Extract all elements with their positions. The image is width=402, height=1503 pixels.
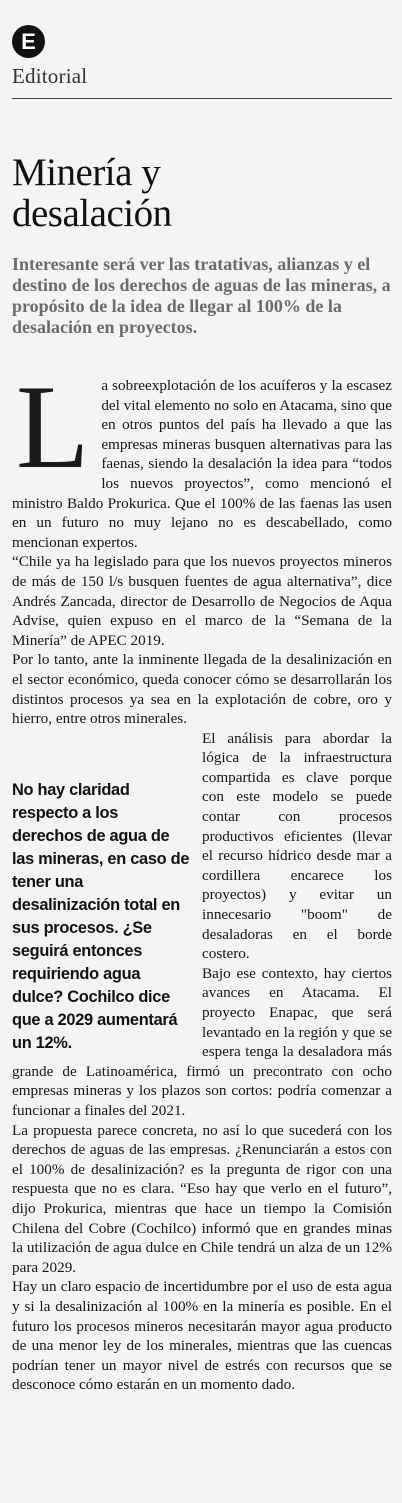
title-line-1: Minería y xyxy=(12,151,161,194)
paragraph: El análisis para abordar la lógica de la infraestructura compartida es clave porque con este modelo se puede contar con procesos productivos eficientes (llevar el recurso hídrico desde mar a cordillera encarece los proyectos) y evitar un innecesario "boom" de desaladoras en el borde costero. xyxy=(202,729,392,963)
article-title xyxy=(12,152,392,234)
article-lede: Interesante será ver las tratativas, alianzas y el destino de los derechos de aguas de las mineras, a propósito de la idea de llegar al 100% de la desalación en proyectos. xyxy=(12,254,391,337)
paragraph: Por lo tanto, ante la inminente llegada de la desalinización en el sector económico, queda conocer cómo se desarrollarán los distintos procesos ya sea en la explotación de cobre, oro y hierro, entre otros minerales. xyxy=(12,651,392,728)
paragraph: Hay un claro espacio de incertidumbre por el uso de esta agua y si la desalinización al 100% en la minería es posible. En el futuro los procesos mineros necesitarán mayor agua producto de una menor ley de los minerales, mientras que las cuencas podrían tener un mayor nivel de estrés con recursos que se desconoce cómo estarán en un momento dado. xyxy=(12,1278,392,1394)
pull-quote: No hay claridad respecto a los derechos de agua de las mineras, en caso de tener una desalinización total en sus procesos. ¿Se seguirá entonces requiriendo agua dulce? Cochilco dice que a 2029 aumentará un 12%. xyxy=(12,780,190,1052)
paragraph: “Chile ya ha legislado para que los nuevos proyectos mineros de más de 150 l/s busquen fuentes de agua alternativa”, dice Andrés Zancada, director de Desarrollo de Negocios de Aqua Advise, quien expuso en el marco de la “Semana de la Minería” de APEC 2019. xyxy=(12,553,392,649)
article-body xyxy=(12,360,392,1395)
drop-cap: L xyxy=(16,360,90,493)
section-label: Editorial xyxy=(12,64,88,88)
section-logo: E xyxy=(12,25,45,58)
paragraph: a sobreexplotación de los acuíferos y la escasez del vital elemento no solo en Atacama, sino que en otros puntos del país ha llevado a que las empresas mineras busquen alternativas para las faenas, siendo la desalación la idea para “todos los nuevos proyectos”, como mencionó el ministro Baldo Prokurica. Que el 100% de las faenas las usen en un futuro no muy lejano no es descabellado, como mencionan expertos. xyxy=(12,377,392,551)
header-divider xyxy=(12,98,392,99)
paragraph: La propuesta parece concreta, no así lo que sucederá con los derechos de aguas de las empresas. ¿Renunciarán a estos con el 100% de desalinización? es la pregunta de rigor con una respuesta que no es clara. “Eso hay que verlo en el futuro”, dijo Prokurica, mientras que hace un tiempo la Comisión Chilena del Cobre (Cochilco) informó que en grandes minas la utilización de agua dulce en Chile tendrá un alza de un 12% para 2029. xyxy=(12,1121,392,1276)
title-line-2: desalación xyxy=(12,192,172,235)
paragraph: Bajo ese contexto, hay ciertos avances en Atacama. El proyecto Enapac, que será levantado en la región y que se espera tenga la desaladora más grande de Latinoamérica, firmó un precontrato con ocho empresas mineras y los plazos son cortos: podría comenzar a funcionar a finales del 2021. xyxy=(12,964,392,1119)
